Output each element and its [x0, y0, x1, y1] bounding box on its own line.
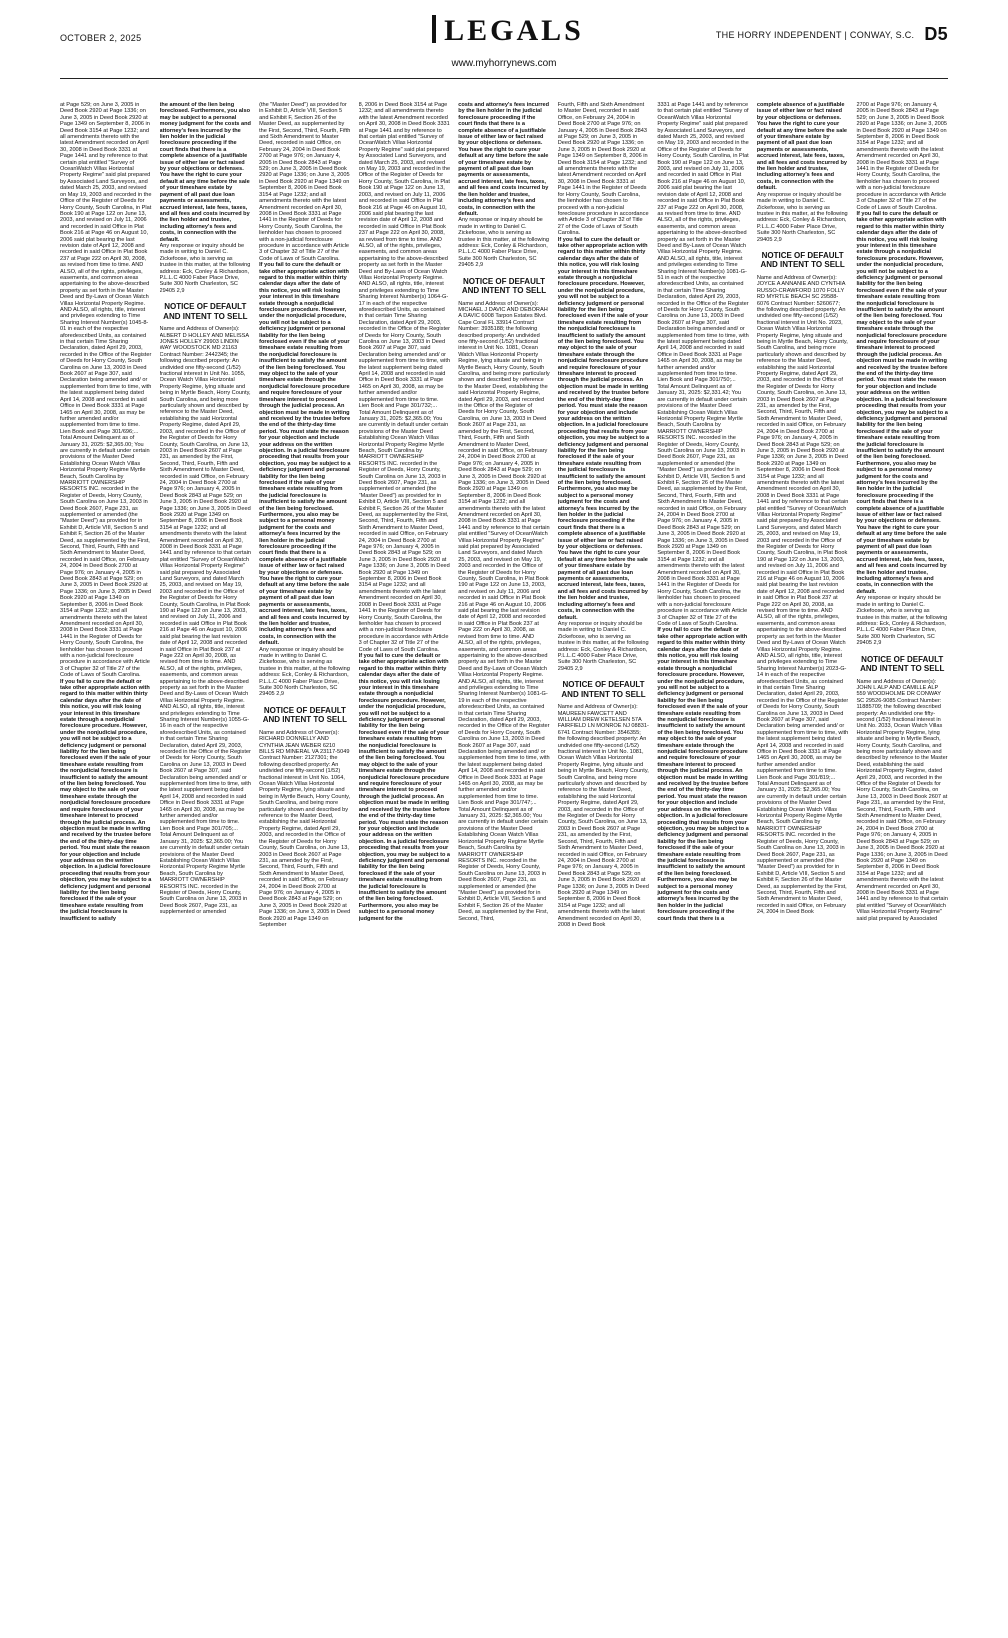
notice-text: 2700 at Page 976; on January 4, 2005 in Deed Book 2843 at Page 529; on June 3, 2005 in Deed Book 2920 at Page 1336; on June 3, 2005 in Deed Book 2920 at Page 1349 on September 8, 2006 in Deed Book 3154 at Page 1232; and all amendments thereto with the latest Amendment recorded on April 30, 2008 in Deed Book 3331 at Page 1441 in the Register of Deeds for Horry County, South Carolina, the lienholder has chosen to proceed with a non-judicial foreclosure procedure in accordance with Article 3 of Chapter 32 of Title 27 of the Code of Laws of South Carolina. — [856, 102, 947, 211]
trustee-contact: Any response or inquiry should be made in writing to Daniel C. Zickefoose, who is serving as trustee in this matter, at the following address: Eck, Conley & Richardson, P.L.L.C 4000 Faber Place Drive, Suite 300 North Charleston, SC 29405 2,9 — [856, 595, 948, 647]
column-4 — [359, 102, 451, 1622]
trustee-contact: Any response or inquiry should be made in writing to Daniel C. Zickefoose, who is serving as trustee in this matter, at the following address: Eck, Conley & Richardson, P.L.L.C 4000 Faber Place Drive, Suite 300 North Charleston, SC 29405 2,9 — [458, 217, 550, 269]
notice-heading: NOTICE OF DEFAULT AND INTENT TO SELL — [860, 654, 945, 674]
notice-warning: If you fail to cure the default or take other appropriate action with regard to this matter within thirty calendar days after the date of this notice, you will risk losing your interest in this timeshare estate through a nonjudicial foreclosure procedure. However, under the nonjudicial procedure, you will not be subject to a deficiency judgment or personal liability for the lien being foreclosed even if the sale of your timeshare estate resulting from the nonjudicial foreclosure is insufficient to satisfy the amount of the lien being foreclosed. You may object to the sale of your timeshare estate through the nonjudicial foreclosure procedure and require foreclosure of your timeshare interest to proceed through the judicial process. An objection must be made in writing and received by the trustee before the end of the thirty-day time period. You must state the reason for your objection and include your address on the written objection. In a judicial foreclosure proceeding that results from your objection, you may be subject to a deficiency judgment and personal liability for the lien being foreclosed if the sale of your timeshare estate resulting from the judicial foreclosure is insufficient to satisfy the amount of the lien being foreclosed. Furthermore, you also may be subject to a personal money judgment for the costs and attorney's fees incurred by the lien holder in the judicial foreclosure proceeding if the court finds that there is a — [657, 627, 749, 922]
notice-text: Name and Address of Owner(s): MICHAEL J DAVIC AND DEBORAH A DAVIC 6008 Tarpon Estates Blvd. Cape Coral FL 33914 Contract Number: 3935188; the following described property: An undivided one fifty-second (1/52) fractional interest in Unit No. 1081, Ocean Watch Villas Horizontal Property Regime, lying situate and being in Myrtle Beach, Horry County, South Carolina, and being more particularly shown and described by reference to the Master Deed, establishing the said Horizontal Property Regime, dated April 29, 2003, and recorded in the Office of the Register of Deeds for Horry County, South Carolina, on June 13, 2003 in Deed Book 2607 at Page 231, as amended by the First, Second, Third, Fourth, Fifth and Sixth Amendment to Master Deed, recorded in said Office, on February 24, 2004 in Deed Book 2700 at Page 976; on January 4, 2005 in Deed Book 2843 at Page 529; on June 3, 2005 in Deed Book 2920 at Page 1336; on June 3, 2005 in Deed Book 2920 at Page 1349 on September 8, 2006 in Deed Book 3154 at Page 1232; and all amendments thereto with the latest Amendment recorded on April 30, 2008 in Deed Book 3331 at Page 1441 and by reference to that certain plat entitled "Survey of OceanWatch Villas Horizontal Property Regime" said plat prepared by Associated Land Surveyors, and dated March 25, 2003, and revised on May 19, 2003 and recorded in the Office of the Register of Deeds for Horry County, South Carolina, in Plat Book 190 at Page 122 on June 13, 2003, and revised on July 11, 2006 and recorded in said Office in Plat Book 216 at Page 46 on August 10, 2006 said plat bearing the last revision date of April 12, 2008 and recorded in said Office in Plat Book 237 at Page 222 on April 30, 2008, as revised from time to time. AND ALSO, all of the rights, privileges, easements, and common areas appertaining to the above-described property as set forth in the Master Deed and By-Laws of Ocean Watch Villas Horizontal Property Regime. AND ALSO, all rights, title, interest and privileges extending to Time Sharing Interest Number(s) 1081-G-19 in each of the respective aforedescribed Units, as contained in that certain Time Sharing Declaration, dated April 29, 2003, recorded in the Office of the Register of Deeds for Horry County, South Carolina on June 13, 2003 in Deed Book 2607 at Page 307, said Declaration being amended and/ or supplemented from time to time, with the latest supplement being dated April 14, 2008 and recorded in said Office in Deed Book 3331 at Page 1465 on April 30, 2008, as may be further amended and/or supplemented from time to time. Lien Book and Page 301/747;... Total Amount Delinquent as of January 31, 2025: $2,365.00; You are currently in default under certain provisions of the Master Deed Establishing Ocean Watch Villas Horizontal Property Regime Myrtle Beach, South Carolina by MARRIOTT OWNERSHIP RESORTS INC. recorded in the Register of Deeds, Horry County, South Carolina on June 13, 2003 in Deed Book 2607, Page 231, as supplemented or amended (the "Master Deed") as provided for in Exhibit D, Article VIII, Section 5 and Exhibit F, Section 26 of the Master Deed, as supplemented by the First, Second, Third, — [458, 300, 550, 922]
trustee-contact: Any response or inquiry should be made in writing to Daniel C. Zickefoose, who is serving as trustee in this matter, at the following address: Eck, Conley & Richardson, P.L.L.C 4000 Faber Place Drive, Suite 300 North Charleston, SC 29405 2,9 — [557, 620, 649, 672]
notice-heading: NOTICE OF DEFAULT AND INTENT TO SELL — [262, 705, 348, 725]
notice-warning: complete absence of a justifiable issue of either law or fact raised by your objections or defenses. You have the right to cure your default at any time before the sale of your timeshare estate by payment of all past due loan payments or assessments, accrued interest, late fees, taxes, and all fees and costs incurred by the lien holder and trustee, including attorney's fees and costs, in connection with the default. — [756, 102, 848, 192]
column-2 — [160, 102, 252, 1622]
masthead-rule — [60, 78, 948, 79]
column-8 — [757, 102, 849, 1622]
notice-text: Name and Address of Owner(s): JOYCE A ANNANIE AND CYNTHIA RUSSO-CRAWFORD 1070 FOLLY RD MYRTLE BEACH SC 29588-6076 Contract Number: 5260677; the following described property: An undivided one fifty-second (1/52) fractional interest in Unit No. 2023, Ocean Watch Villas Horizontal Property Regime, lying situate and being in Myrtle Beach, Horry County, South Carolina, and being more particularly shown and described by reference to the Master Deed, establishing the said Horizontal Property Regime, dated April 29, 2003, and recorded in the Office of the Register of Deeds for Horry County, South Carolina, on June 13, 2003 in Deed Book 2607 at Page 231, as amended by the First, Second, Third, Fourth, Fifth and Sixth Amendment to Master Deed, recorded in said Office, on February 24, 2004 in Deed Book 2700 at Page 976; on January 4, 2005 in Deed Book 2843 at Page 529; on June 3, 2005 in Deed Book 2920 at Page 1336; on June 3, 2005 in Deed Book 2920 at Page 1349 on September 8, 2006 in Deed Book 3154 at Page 1232; and all amendments thereto with the latest Amendment recorded on April 30, 2008 in Deed Book 3331 at Page 1441 and by reference to that certain plat entitled "Survey of OceanWatch Villas Horizontal Property Regime" said plat prepared by Associated Land Surveyors, and dated March 25, 2003, and revised on May 19, 2003 and recorded in the Office of the Register of Deeds for Horry County, South Carolina, in Plat Book 190 at Page 122 on June 13, 2003, and revised on July 11, 2006 and recorded in said Office in Plat Book 216 at Page 46 on August 10, 2006 said plat bearing the last revision date of April 12, 2008 and recorded in said Office in Plat Book 237 at Page 222 on April 30, 2008, as revised from time to time. AND ALSO, all of the rights, privileges, easements, and common areas appertaining to the above-described property as set forth in the Master Deed and By-Laws of Ocean Watch Villas Horizontal Property Regime. AND ALSO, all rights, title, interest and privileges extending to Time Sharing Interest Number(s) 2023-G-14 in each of the respective aforedescribed Units, as contained in that certain Time Sharing Declaration, dated April 29, 2003, recorded in the Office of the Register of Deeds for Horry County, South Carolina on June 13, 2003 in Deed Book 2607 at Page 307, said Declaration being amended and/ or supplemented from time to time, with the latest supplement being dated April 14, 2008 and recorded in said Office in Deed Book 3331 at Page 1465 on April 30, 2008, as may be further amended and/or supplemented from time to time. Lien Book and Page 301/819;... Total Amount Delinquent as of January 31, 2025: $2,365.00; You are currently in default under certain provisions of the Master Deed Establishing Ocean Watch Villas Horizontal Property Regime Myrtle Beach, South Carolina by MARRIOTT OWNERSHIP RESORTS INC. recorded in the Register of Deeds, Horry County, South Carolina on June 13, 2003 in Deed Book 2607, Page 231, as supplemented or amended (the "Master Deed") as provided for in Exhibit D, Article VIII, Section 5 and Exhibit F, Section 26 of the Master Deed, as supplemented by the First, Second, Third, Fourth, Fifth and Sixth Amendment to Master Deed, recorded in said Office, on February 24, 2004 in Deed Book — [756, 274, 849, 916]
notice-heading: NOTICE OF DEFAULT AND INTENT TO SELL — [163, 302, 248, 321]
notice-heading: NOTICE OF DEFAULT AND INTENT TO SELL — [760, 250, 845, 270]
notice-text: Name and Address of Owner(s): MAUREEN FAWCETT AND WILLIAM DREW KETELSEN 57A FAIRFIELD LN MONROE NJ 08831-6741 Contract Number: 3546355; the following described property: An undivided one fifty-second (1/52) fractional interest in Unit No. 1081, Ocean Watch Villas Horizontal Property Regime, lying situate and being in Myrtle Beach, Horry County, South Carolina, and being more particularly shown and described by reference to the Master Deed, establishing the said Horizontal Property Regime, dated April 29, 2003, and recorded in the Office of the Register of Deeds for Horry County, South Carolina, on June 13, 2003 in Deed Book 2607 at Page 231, as amended by the First, Second, Third, Fourth, Fifth and Sixth Amendment to Master Deed, recorded in said Office, on February 24, 2004 in Deed Book 2700 at Page 976; on January 4, 2005 in Deed Book 2843 at Page 529; on June 3, 2005 in Deed Book 2920 at Page 1336; on June 3, 2005 in Deed Book 2920 at Page 1349 on September 8, 2006 in Deed Book 3154 at Page 1232; and all amendments thereto with the latest Amendment recorded on April 30, 2008 in Deed Book — [557, 704, 649, 928]
notice-heading: NOTICE OF DEFAULT AND INTENT TO SELL — [561, 680, 646, 699]
trustee-contact: Any response or inquiry should be made in writing to Daniel C. Zickefoose, who is serving as trustee in this matter, at the following address: Eck, Conley & Richardson, P.L.L.C 4000 Faber Place Drive, Suite 300 North Charleston, SC 29405 2,9 — [159, 242, 251, 294]
column-5 — [458, 102, 550, 1622]
masthead — [60, 0, 948, 98]
section-title-text: LEGALS — [444, 14, 584, 47]
notice-warning: If you fail to cure the default or take other appropriate action with regard to this matter within thirty calendar days after the date of this notice, you will risk losing your interest in this timeshare estate through a nonjudicial foreclosure procedure. However, under the nonjudicial procedure, you will not be subject to a deficiency judgment or personal liability for the lien being foreclosed even if the sale of your timeshare estate resulting from the nonjudicial foreclosure is insufficient to satisfy the amount of the lien being foreclosed. You may object to the sale of your timeshare estate through the nonjudicial foreclosure procedure and require foreclosure of your timeshare interest to proceed through the judicial process. An objection must be made in writing and received by the trustee before the end of the thirty-day time period. You must state the reason for your objection and include your address on the written objection. In a judicial foreclosure proceeding that results from your objection, you may be subject to a deficiency judgment and personal liability for the lien being foreclosed if the sale of your timeshare estate resulting from the judicial foreclosure is insufficient to satisfy the amount of the lien being foreclosed. Furthermore, you also may be subject to a personal money judgment for the costs and attorney's fees incurred by the lien holder in the judicial foreclosure proceeding if the court finds that there is a complete absence of a justifiable issue of either law or fact raised by your objections or defenses. You have the right to cure your default at any time before the sale of your timeshare estate by payment of all past due loan payments or assessments, accrued interest, late fees, taxes, and all fees and costs incurred by the lien holder and trustee, including attorney's fees and costs, in connection with the default. — [557, 236, 650, 621]
notice-text: (the "Master Deed") as provided for in Exhibit D, Article VIII, Section 5 and Exhibit F, Section 26 of the Master Deed, as supplemented by the First, Second, Third, Fourth, Fifth and Sixth Amendment to Master Deed, recorded in said Office, on February 24, 2004 in Deed Book 2700 at Page 976; on January 4, 2005 in Deed Book 2843 at Page 529; on June 3, 2005 in Deed Book 2920 at Page 1336; on June 3, 2005 in Deed Book 2920 at Page 1349 on September 8, 2006 in Deed Book 3154 at Page 1232; and all amendments thereto with the latest Amendment recorded on April 30, 2008 in Deed Book 3331 at Page 1441 in the Register of Deeds for Horry County, South Carolina, the lienholder has chosen to proceed with a non-judicial foreclosure procedure in accordance with Article 3 of Chapter 32 of Title 27 of the Code of Laws of South Carolina. — [259, 102, 351, 262]
website-url[interactable]: www.myhorrynews.com — [451, 58, 557, 69]
notice-text: 8, 2006 in Deed Book 3154 at Page 1232; and all amendments thereto with the latest Amendment recorded on April 30, 2008 in Deed Book 3331 at Page 1441 and by reference to that certain plat entitled "Survey of OceanWatch Villas Horizontal Property Regime" said plat prepared by Associated Land Surveyors, and dated March 25, 2003, and revised on May 19, 2003 and recorded in the Office of the Register of Deeds for Horry County, South Carolina, in Plat Book 190 at Page 122 on June 13, 2003, and revised on July 11, 2006 and recorded in said Office in Plat Book 216 at Page 46 on August 10, 2006 said plat bearing the last revision date of April 12, 2008 and recorded in said Office in Plat Book 237 at Page 222 on April 30, 2008, as revised from time to time. AND ALSO, all of the rights, privileges, easements, and common areas appertaining to the above-described property as set forth in the Master Deed and By-Laws of Ocean Watch Villas Horizontal Property Regime. AND ALSO, all rights, title, interest and privileges extending to Time Sharing Interest Number(s) 1064-G-17 in each of the respective aforedescribed Units, as contained in that certain Time Sharing Declaration, dated April 29, 2003, recorded in the Office of the Register of Deeds for Horry County, South Carolina on June 13, 2003 in Deed Book 2607 at Page 307, said Declaration being amended and/ or supplemented from time to time, with the latest supplement being dated April 14, 2008 and recorded in said Office in Deed Book 3331 at Page 1465 on April 30, 2008, as may be further amended and/or supplemented from time to time. Lien Book and Page 301/732;... Total Amount Delinquent as of January 31, 2025: $2,365.00; You are currently in default under certain provisions of the Master Deed Establishing Ocean Watch Villas Horizontal Property Regime Myrtle Beach, South Carolina by MARRIOTT OWNERSHIP RESORTS INC. recorded in the Register of Deeds, Horry County, South Carolina on June 13, 2003 in Deed Book 2607, Page 231, as supplemented or amended (the "Master Deed") as provided for in Exhibit D, Article VIII, Section 5 and Exhibit F, Section 26 of the Master Deed, as supplemented by the First, Second, Third, Fourth, Fifth and Sixth Amendment to Master Deed, recorded in said Office, on February 24, 2004 in Deed Book 2700 at Page 976; on January 4, 2005 in Deed Book 2843 at Page 529; on June 3, 2005 in Deed Book 2920 at Page 1336; on June 3, 2005 in Deed Book 2920 at Page 1349 on September 8, 2006 in Deed Book 3154 at Page 1232; and all amendments thereto with the latest Amendment recorded on April 30, 2008 in Deed Book 3331 at Page 1441 in the Register of Deeds for Horry County, South Carolina, the lienholder has chosen to proceed with a non-judicial foreclosure procedure in accordance with Article 3 of Chapter 32 of Title 27 of the Code of Laws of South Carolina. — [358, 102, 451, 653]
notice-heading: NOTICE OF DEFAULT AND INTENT TO SELL — [461, 276, 547, 296]
column-3 — [259, 102, 351, 1622]
page-number: D5 — [924, 24, 948, 44]
column-7 — [657, 102, 749, 1622]
publication-name: THE HORRY INDEPENDENT | CONWAY, S.C. — [715, 29, 915, 40]
notice-warning: If you fail to cure the default or take other appropriate action with regard to this matter within thirty calendar days after the date of this notice, you will risk losing your interest in this timeshare estate through a nonjudicial foreclosure procedure. However, under the nonjudicial procedure, you will not be subject to a deficiency judgment or personal liability for the lien being foreclosed even if the sale of your timeshare estate resulting from the nonjudicial foreclosure is insufficient to satisfy the amount of the lien being foreclosed. You may object to the sale of your timeshare estate through the nonjudicial foreclosure procedure and require foreclosure of your timeshare interest to proceed through the judicial process. An objection must be made in writing and received by the trustee before the end of the thirty-day time period. You must state the reason for your objection and include your address on the written objection. In a judicial foreclosure proceeding that results from your objection, you may be subject to a deficiency judgment and personal liability for the lien being foreclosed if the sale of your timeshare estate resulting from the judicial foreclosure is insufficient to satisfy the amount of the lien being foreclosed. Furthermore, you also may be subject to a personal money judgment for the — [358, 652, 451, 922]
notice-text: Name and Address of Owner(s): RICHARD DONNELLY AND CYNTHIA JEAN WEBER 6210 BILLS RD MINERAL VA 23117-5049 Contract Number: 2127301; the following described property: An undivided one fifty-second (1/52) fractional interest in Unit No. 1064, Ocean Watch Villas Horizontal Property Regime, lying situate and being in Myrtle Beach, Horry County, South Carolina, and being more particularly shown and described by reference to the Master Deed, establishing the said Horizontal Property Regime, dated April 29, 2003, and recorded in the Office of the Register of Deeds for Horry County, South Carolina, on June 13, 2003 in Deed Book 2607 at Page 231, as amended by the First, Second, Third, Fourth, Fifth and Sixth Amendment to Master Deed, recorded in said Office, on February 24, 2004 in Deed Book 2700 at Page 976; on January 4, 2005 in Deed Book 2843 at Page 529; on June 3, 2005 in Deed Book 2920 at Page 1336; on June 3, 2005 in Deed Book 2920 at Page 1349 on September — [259, 729, 351, 928]
column-1 — [60, 102, 152, 1622]
column-6 — [558, 102, 650, 1622]
notice-warning: If you fail to cure the default or take other appropriate action with regard to this matter within thirty calendar days after the date of this notice, you will risk losing your interest in this timeshare estate through a nonjudicial foreclosure procedure. However, under the nonjudicial procedure, you will not be subject to a deficiency judgment or personal liability for the lien being foreclosed even if the sale of your timeshare estate resulting from the nonjudicial foreclosure is insufficient to satisfy the amount of the lien being foreclosed. You may object to the sale of your timeshare estate through the nonjudicial foreclosure procedure and require foreclosure of your timeshare interest to proceed through the judicial process. An objection must be made in writing and received by the trustee before the end of the thirty-day time period. You must state the reason for your objection and include your address on the written objection. In a judicial foreclosure proceeding that results from your objection, you may be subject to a deficiency judgment and personal liability for the lien being foreclosed if the sale of your timeshare estate resulting from the judicial foreclosure is insufficient to satisfy — [60, 678, 152, 922]
notice-warning: the amount of the lien being foreclosed. Furthermore, you also may be subject to a personal money judgment for the costs and attorney's fees incurred by the lien holder in the judicial foreclosure proceeding if the court finds that there is a complete absence of a justifiable issue of either law or fact raised by your objections or defenses. You have the right to cure your default at any time before the sale of your timeshare estate by payment of all past due loan payments or assessments, accrued interest, late fees, taxes, and all fees and costs incurred by the lien holder and trustee, including attorney's fees and costs, in connection with the default. — [159, 102, 251, 243]
column-9 — [856, 102, 948, 1622]
trustee-contact: Any response or inquiry should be made in writing to Daniel C. Zickefoose, who is serving as trustee in this matter, at the following address: Eck, Conley & Richardson, P.L.L.C 4000 Faber Place Drive, Suite 300 North Charleston, SC 29405 2,9 — [259, 646, 350, 698]
notice-text: Fourth, Fifth and Sixth Amendment to Master Deed, recorded in said Office, on February 24, 2004 in Deed Book 2700 at Page 976; on January 4, 2005 in Deed Book 2843 at Page 529; on June 3, 2005 in Deed Book 2920 at Page 1336; on June 3, 2005 in Deed Book 2920 at Page 1349 on September 8, 2006 in Deed Book 3154 at Page 1232; and all amendments thereto with the latest Amendment recorded on April 30, 2008 in Deed Book 3331 at Page 1441 in the Register of Deeds for Horry County, South Carolina, the lienholder has chosen to proceed with a non-judicial foreclosure procedure in accordance with Article 3 of Chapter 32 of Title 27 of the Code of Laws of South Carolina. — [557, 102, 649, 237]
notice-warning: If you fail to cure the default or take other appropriate action with regard to this matter within thirty calendar days after the date of this notice, you will risk losing your interest in this timeshare estate through a nonjudicial foreclosure procedure. However, under the nonjudicial procedure, you will not be subject to a deficiency judgment or personal liability for the lien being foreclosed even if the sale of your timeshare estate resulting from the nonjudicial foreclosure is insufficient to satisfy the amount of the lien being foreclosed. You may object to the sale of your timeshare estate through the nonjudicial foreclosure procedure and require foreclosure of your timeshare interest to proceed through the judicial process. An objection must be made in writing and received by the trustee before the end of the thirty-day time period. You must state the reason for your objection and include your address on the written objection. In a judicial foreclosure proceeding that results from your objection, you may be subject to a deficiency judgment and personal liability for the lien being foreclosed if the sale of your timeshare estate resulting from the judicial foreclosure is insufficient to satisfy the amount of the lien being foreclosed. Furthermore, you also may be subject to a personal money judgment for the costs and attorney's fees incurred by the lien holder in the judicial foreclosure proceeding if the court finds that there is a complete absence of a justifiable issue of either law or fact raised by your objections or defenses. You have the right to cure your default at any time before the sale of your timeshare estate by payment of all past due loan payments or assessments, accrued interest, late fees, taxes, and all fees and costs incurred by the lien holder and trustee, including attorney's fees and costs, in connection with the default. — [856, 210, 948, 595]
title-bar-left — [432, 15, 436, 43]
publication-info — [716, 24, 948, 45]
issue-date: OCTOBER 2, 2025 — [60, 33, 142, 43]
trustee-contact: Any response or inquiry should be made in writing to Daniel C. Zickefoose, who is serving as trustee in this matter, at the following address: Eck, Conley & Richardson, P.L.L.C 4000 Faber Place Drive, Suite 300 North Charleston, SC 29405 2,9 — [756, 191, 848, 243]
notice-warning: If you fail to cure the default or take other appropriate action with regard to this matter within thirty calendar days after the date of this notice, you will risk losing your interest in this timeshare estate through a nonjudicial foreclosure procedure. However, under the nonjudicial procedure, you will not be subject to a deficiency judgment or personal liability for the lien being foreclosed even if the sale of your timeshare estate resulting from the nonjudicial foreclosure is insufficient to satisfy the amount of the lien being foreclosed. You may object to the sale of your timeshare estate through the nonjudicial foreclosure procedure and require foreclosure of your timeshare interest to proceed through the judicial process. An objection must be made in writing and received by the trustee before the end of the thirty-day time period. You must state the reason for your objection and include your address on the written objection. In a judicial foreclosure proceeding that results from your objection, you may be subject to a deficiency judgment and personal liability for the lien being foreclosed if the sale of your timeshare estate resulting from the judicial foreclosure is insufficient to satisfy the amount of the lien being foreclosed. Furthermore, you also may be subject to a personal money judgment for the costs and attorney's fees incurred by the lien holder in the judicial foreclosure proceeding if the court finds that there is a complete absence of a justifiable issue of either law or fact raised by your objections or defenses. You have the right to cure your default at any time before the sale of your timeshare estate by payment of all past due loan payments or assessments, accrued interest, late fees, taxes, and all fees and costs incurred by the lien holder and trustee, including attorney's fees and costs, in connection with the default. — [259, 262, 351, 647]
notice-text: 3331 at Page 1441 and by reference to that certain plat entitled "Survey of OceanWatch Villas Horizontal Property Regime" said plat prepared by Associated Land Surveyors, and dated March 25, 2003, and revised on May 19, 2003 and recorded in the Office of the Register of Deeds for Horry County, South Carolina, in Plat Book 190 at Page 122 on June 13, 2003, and revised on July 11, 2006 and recorded in said Office in Plat Book 216 at Page 46 on August 10, 2006 said plat bearing the last revision date of April 12, 2008 and recorded in said Office in Plat Book 237 at Page 222 on April 30, 2008, as revised from time to time. AND ALSO, all of the rights, privileges, easements, and common areas appertaining to the above-described property as set forth in the Master Deed and By-Laws of Ocean Watch Villas Horizontal Property Regime. AND ALSO, all rights, title, interest and privileges extending to Time Sharing Interest Number(s) 1081-G-51 in each of the respective aforedescribed Units, as contained in that certain Time Sharing Declaration, dated April 29, 2003, recorded in the Office of the Register of Deeds for Horry County, South Carolina on June 13, 2003 in Deed Book 2607 at Page 307, said Declaration being amended and/ or supplemented from time to time, with the latest supplement being dated April 14, 2008 and recorded in said Office in Deed Book 3331 at Page 1465 on April 30, 2008, as may be further amended and/or supplemented from time to time. Lien Book and Page 301/750;... Total Amount Delinquent as of January 31, 2025: $2,331.42; You are currently in default under certain provisions of the Master Deed Establishing Ocean Watch Villas Horizontal Property Regime Myrtle Beach, South Carolina by MARRIOTT OWNERSHIP RESORTS INC. recorded in the Register of Deeds, Horry County, South Carolina on June 13, 2003 in Deed Book 2607, Page 231, as supplemented or amended (the "Master Deed") as provided for in Exhibit D, Article VIII, Section 5 and Exhibit F, Section 26 of the Master Deed, as supplemented by the First, Second, Third, Fourth, Fifth and Sixth Amendment to Master Deed, recorded in said Office, on February 24, 2004 in Deed Book 2700 at Page 976; on January 4, 2005 in Deed Book 2843 at Page 529; on June 3, 2005 in Deed Book 2920 at Page 1336; on June 3, 2005 in Deed Book 2920 at Page 1349 on September 8, 2006 in Deed Book 3154 at Page 1232; and all amendments thereto with the latest Amendment recorded on April 30, 2008 in Deed Book 3331 at Page 1441 in the Register of Deeds for Horry County, South Carolina, the lienholder has chosen to proceed with a non-judicial foreclosure procedure in accordance with Article 3 of Chapter 32 of Title 27 of the Code of Laws of South Carolina. — [657, 102, 749, 627]
notice-text: Name and Address of Owner(s): JOHN L ALP AND CAMILLE ALP 559 WOODHOLME DR CONWAY SC 29526-9085 Contract Number: 11885709; the following described property: An undivided one fifty-second (1/52) fractional interest in Unit No. 2033, Ocean Watch Villas Horizontal Property Regime, lying situate and being in Myrtle Beach, Horry County, South Carolina, and being more particularly shown and described by reference to the Master Deed, establishing the said Horizontal Property Regime, dated April 29, 2003, and recorded in the Office of the Register of Deeds for Horry County, South Carolina, on June 13, 2003 in Deed Book 2607 at Page 231, as amended by the First, Second, Third, Fourth, Fifth and Sixth Amendment to Master Deed, recorded in said Office, on February 24, 2004 in Deed Book 2700 at Page 976; on January 4, 2005 in Deed Book 2843 at Page 529; on June 3, 2005 in Deed Book 2920 at Page 1336; on June 3, 2005 in Deed Book 2920 at Page 1349 on September 8, 2006 in Deed Book 3154 at Page 1232; and all amendments thereto with the latest Amendment recorded on April 30, 2008 in Deed Book 3331 at Page 1441 and by reference to that certain plat entitled "Survey of OceanWatch Villas Horizontal Property Regime" said plat prepared by Associated — [856, 678, 948, 922]
notice-text: at Page 529; on June 3, 2005 in Deed Book 2920 at Page 1336; on June 3, 2005 in Deed Book 2920 at Page 1349 on September 8, 2006 in Deed Book 3154 at Page 1232; and all amendments thereto with the latest Amendment recorded on April 30, 2008 in Deed Book 3331 at Page 1441 and by reference to that certain plat entitled "Survey of OceanWatch Villas Horizontal Property Regime" said plat prepared by Associated Land Surveyors, and dated March 25, 2003, and revised on May 19, 2003 and recorded in the Office of the Register of Deeds for Horry County, South Carolina, in Plat Book 190 at Page 122 on June 13, 2003, and revised on July 11, 2006 and recorded in said Office in Plat Book 216 at Page 46 on August 10, 2006 said plat bearing the last revision date of April 12, 2008 and recorded in said Office in Plat Book 237 at Page 222 on April 30, 2008, as revised from time to time. AND ALSO, all of the rights, privileges, easements, and common areas appertaining to the above-described property as set forth in the Master Deed and By-Laws of Ocean Watch Villas Horizontal Property Regime. AND ALSO, all rights, title, interest and privileges extending to Time Sharing Interest Number(s) 1045-8-01 in each of the respective aforedescribed Units, as contained in that certain Time Sharing Declaration, dated April 29, 2003, recorded in the Office of the Register of Deeds for Horry County, South Carolina on June 13, 2003 in Deed Book 2607 at Page 307, said Declaration being amended and/ or supplemented from time to time, with the latest supplement being dated April 14, 2008 and recorded in said Office in Deed Book 3331 at Page 1465 on April 30, 2008, as may be further amended and/or supplemented from time to time. Lien Book and Page 301/696;... Total Amount Delinquent as of January 31, 2025: $2,365.00; You are currently in default under certain provisions of the Master Deed Establishing Ocean Watch Villas Horizontal Property Regime Myrtle Beach, South Carolina by MARRIOTT OWNERSHIP RESORTS INC. recorded in the Register of Deeds, Horry County, South Carolina on June 13, 2003 in Deed Book 2607, Page 231, as supplemented or amended (the "Master Deed") as provided for in Exhibit D, Article VIII, Section 5 and Exhibit F, Section 26 of the Master Deed, as supplemented by the First, Second, Third, Fourth, Fifth and Sixth Amendment to Master Deed, recorded in said Office, on February 24, 2004 in Deed Book 2700 at Page 976; on January 4, 2005 in Deed Book 2843 at Page 529; on June 3, 2005 in Deed Book 2920 at Page 1336; on June 3, 2005 in Deed Book 2920 at Page 1349 on September 8, 2006 in Deed Book 3154 at Page 1232; and all amendments thereto with the latest Amendment recorded on April 30, 2008 in Deed Book 3331 at Page 1441 in the Register of Deeds for Horry County, South Carolina, the lienholder has chosen to proceed with a non-judicial foreclosure procedure in accordance with Article 3 of Chapter 32 of Title 27 of the Code of Laws of South Carolina. — [60, 102, 152, 679]
notice-text: Name and Address of Owner(s): ALBERT D HOLLEY AND MELISSA JONES HOLLEY 29903 LINDIN WAY WOODSTOCK MD 21163 Contract Number: 2442345; the following described property: An undivided one fifty-second (1/52) fractional interest in Unit No. 1055, Ocean Watch Villas Horizontal Property Regime, lying situate and being in Myrtle Beach, Horry County, South Carolina, and being more particularly shown and described by reference to the Master Deed, establishing the said Horizontal Property Regime, dated April 29, 2003, and recorded in the Office of the Register of Deeds for Horry County, South Carolina, on June 13, 2003 in Deed Book 2607 at Page 231, as amended by the First, Second, Third, Fourth, Fifth and Sixth Amendment to Master Deed, recorded in said Office, on February 24, 2004 in Deed Book 2700 at Page 976; on January 4, 2005 in Deed Book 2843 at Page 529; on June 3, 2005 in Deed Book 2920 at Page 1336; on June 3, 2005 in Deed Book 2920 at Page 1349 on September 8, 2006 in Deed Book 3154 at Page 1232; and all amendments thereto with the latest Amendment recorded on April 30, 2008 in Deed Book 3331 at Page 1441 and by reference to that certain plat entitled "Survey of OceanWatch Villas Horizontal Property Regime" said plat prepared by Associated Land Surveyors, and dated March 25, 2003, and revised on May 19, 2003 and recorded in the Office of the Register of Deeds for Horry County, South Carolina, in Plat Book 190 at Page 122 on June 13, 2003, and revised on July 11, 2006 and recorded in said Office in Plat Book 216 at Page 46 on August 10, 2006 said plat bearing the last revision date of April 12, 2008 and recorded in said Office in Plat Book 237 at Page 222 on April 30, 2008, as revised from time to time. AND ALSO, all of the rights, privileges, easements, and common areas appertaining to the above-described property as set forth in the Master Deed and By-Laws of Ocean Watch Villas Horizontal Property Regime. AND ALSO, all rights, title, interest and privileges extending to Time Sharing Interest Number(s) 1055-G-16 in each of the respective aforedescribed Units, as contained in that certain Time Sharing Declaration, dated April 29, 2003, recorded in the Office of the Register of Deeds for Horry County, South Carolina on June 13, 2003 in Deed Book 2607 at Page 307, said Declaration being amended and/ or supplemented from time to time, with the latest supplement being dated April 14, 2008 and recorded in said Office in Deed Book 3331 at Page 1465 on April 30, 2008, as may be further amended and/or supplemented from time to time. Lien Book and Page 301/705;... Total Amount Delinquent as of January 31, 2025: $2,365.00; You are currently in default under certain provisions of the Master Deed Establishing Ocean Watch Villas Horizontal Property Regime Myrtle Beach, South Carolina by MARRIOTT OWNERSHIP RESORTS INC. recorded in the Register of Deeds, Horry County, South Carolina on June 13, 2003 in Deed Book 2607, Page 231, as supplemented or amended — [159, 326, 251, 916]
legal-columns — [60, 102, 948, 1622]
notice-warning: costs and attorney's fees incurred by the lien holder in the judicial foreclosure proceeding if the court finds that there is a complete absence of a justifiable issue of either law or fact raised by your objections or defenses. You have the right to cure your default at any time before the sale of your timeshare estate by payment of all past due loan payments or assessments, accrued interest, late fees, taxes, and all fees and costs incurred by the lien holder and trustee, including attorney's fees and costs, in connection with the default. — [458, 102, 550, 217]
